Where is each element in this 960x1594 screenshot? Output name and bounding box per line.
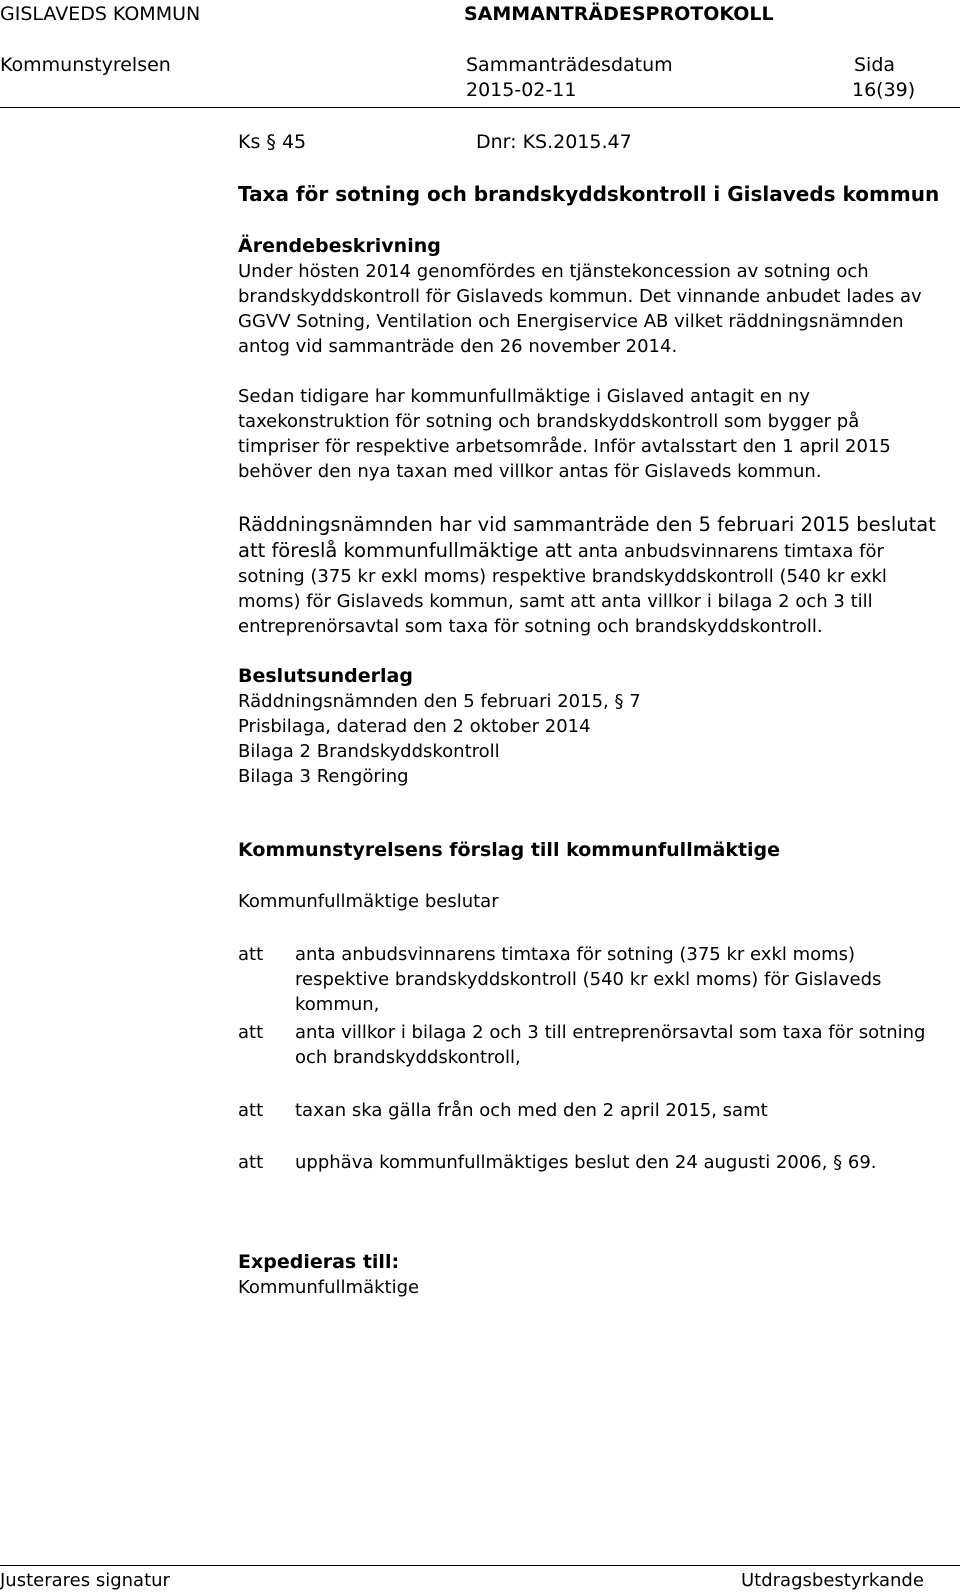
- page-number: 16(39): [852, 79, 916, 101]
- page-label: Sida: [854, 54, 896, 76]
- proposal-heading: Kommunstyrelsens förslag till kommunfullmäktige: [238, 839, 781, 861]
- meeting-date-label: Sammanträdesdatum: [466, 54, 673, 76]
- basis-item: Bilaga 2 Brandskyddskontroll: [238, 741, 500, 762]
- footer-divider: [0, 1565, 960, 1566]
- document-type: SAMMANTRÄDESPROTOKOLL: [464, 3, 774, 25]
- basis-item: Räddningsnämnden den 5 februari 2015, § 7: [238, 691, 641, 712]
- description-paragraph-3: [238, 512, 938, 639]
- basis-item: Bilaga 3 Rengöring: [238, 766, 409, 787]
- description-paragraph-2: Sedan tidigare har kommunfullmäktige i Gislaved antagit en ny taxekonstruktion för sotning och brandskyddskontroll som bygger på timpriser för respektive arbetsområde. Inför avtalsstart den 1 april 2015 behöver den nya taxan med villkor antas för Gislaveds kommun.: [238, 386, 891, 482]
- decision-text: taxan ska gälla från och med den 2 april 2015, samt: [295, 1100, 768, 1121]
- decision-keyword: att: [238, 1152, 264, 1173]
- recommendation-lead: Räddningsnämnden har vid sammanträde den 5 februari 2015 beslutat att föreslå kommunfullmäktige att: [238, 513, 936, 562]
- decision-keyword: att: [238, 1022, 264, 1043]
- dispatch-recipient: Kommunfullmäktige: [238, 1277, 420, 1298]
- decision-keyword: att: [238, 1100, 264, 1121]
- meeting-date: 2015-02-11: [466, 79, 577, 101]
- basis-heading: Beslutsunderlag: [238, 665, 413, 687]
- decision-text: upphäva kommunfullmäktiges beslut den 24 augusti 2006, § 69.: [295, 1152, 877, 1173]
- basis-item: Prisbilaga, daterad den 2 oktober 2014: [238, 716, 591, 737]
- case-section-number: Ks § 45: [238, 131, 307, 153]
- case-registration-number: Dnr: KS.2015.47: [476, 131, 632, 153]
- signature-label: Justerares signatur: [0, 1570, 170, 1591]
- committee-label: Kommunstyrelsen: [0, 54, 171, 76]
- recommendation-text: anta anbudsvinnarens timtaxa för sotning (375 kr exkl moms) respektive brandskyddskontroll (540 kr exkl moms) för Gislaveds kommun, samt att anta villkor i bilaga 2 och 3 till entreprenörsavtal som taxa för sotning och brandskyddskontroll.: [238, 541, 887, 637]
- description-paragraph-1: Under hösten 2014 genomfördes en tjänstekoncession av sotning och brandskyddskontroll för Gislaveds kommun. Det vinnande anbudet lades av GGVV Sotning, Ventilation och Energiservice AB vilket räddningsnämnden antog vid sammanträde den 26 november 2014.: [238, 261, 922, 357]
- description-heading: Ärendebeskrivning: [238, 235, 441, 257]
- decision-text: anta anbudsvinnarens timtaxa för sotning (375 kr exkl moms) respektive brandskyddskontroll (540 kr exkl moms) för Gislaveds kommun,: [295, 944, 882, 1015]
- basis-list: [238, 689, 938, 789]
- decision-text: anta villkor i bilaga 2 och 3 till entreprenörsavtal som taxa för sotning och brandskyddskontroll,: [295, 1022, 926, 1068]
- header-divider: [0, 107, 960, 108]
- case-title: Taxa för sotning och brandskyddskontroll i Gislaveds kommun: [238, 182, 940, 206]
- decision-keyword: att: [238, 944, 264, 965]
- proposal-intro: Kommunfullmäktige beslutar: [238, 891, 499, 912]
- dispatch-heading: Expedieras till:: [238, 1251, 400, 1273]
- org-name: GISLAVEDS KOMMUN: [0, 3, 201, 25]
- extract-certification-label: Utdragsbestyrkande: [741, 1570, 924, 1591]
